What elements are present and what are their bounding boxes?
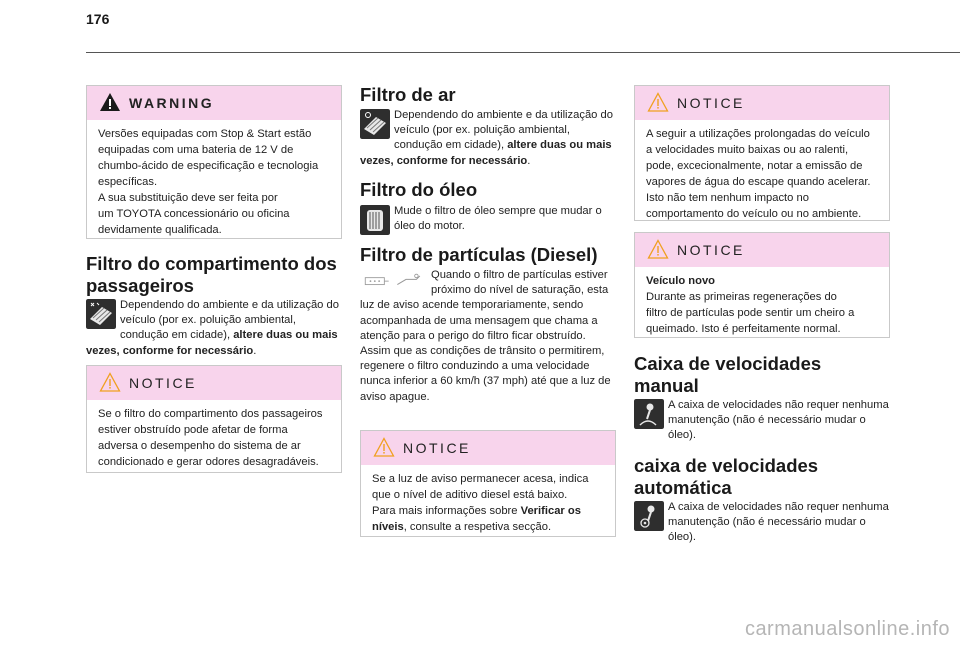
warning-line: Versões equipadas com Stop & Start estão: [98, 128, 312, 140]
notice-box-cabin: [86, 365, 342, 473]
notice-line: Se a luz de aviso permanecer acesa, indica que o nível de aditivo diesel está baixo.: [372, 473, 589, 501]
watermark: carmanualsonline.info: [744, 618, 950, 640]
air-filter-title: Filtro de ar: [360, 84, 456, 105]
cabin-filter-title: Filtro do compartimento dos passageiros: [86, 253, 337, 296]
oil-filter-title: Filtro do óleo: [360, 179, 478, 200]
notice-line: comportamento do veículo ou no ambiente.: [646, 208, 862, 220]
page-number: 176: [86, 11, 110, 27]
dpf-text: Quando o filtro de partículas estiver próximo do nível de saturação, esta luz de aviso acende temporariamente, sendo acompanhada de uma mensagem que chama a atenção para o perigo do filtro ficar obstruído. Assim que as condições de trânsito o permitirem, regenere o filtro conduzindo a uma velocidade nunca inferior a 60 km/h (37 mph) até que a luz de aviso apague.: [360, 269, 611, 403]
notice-box-vapour: [634, 85, 890, 221]
notice-line: pode, excecionalmente, notar a emissão de: [646, 160, 863, 172]
automatic-gear-icon: [634, 501, 664, 531]
notice-box-dpf: [360, 430, 616, 537]
notice-triangle-icon: [373, 437, 395, 457]
air-filter-text: Dependendo do ambiente e da utilização do veículo (por ex. poluição ambiental, condução em cidade), altere duas ou mais vezes, conforme for necessário.: [360, 109, 613, 167]
notice-body: [361, 465, 615, 543]
notice-line: estiver obstruído pode afetar de forma: [98, 424, 288, 436]
cabin-filter-icon: [86, 299, 116, 329]
dpf-warning-icons: [360, 269, 426, 295]
notice-box-new-vehicle: [634, 232, 890, 338]
dpf-title: Filtro de partículas (Diesel): [360, 244, 598, 265]
warning-line: A sua substituição deve ser feita por: [98, 192, 278, 204]
oil-filter-icon: [360, 205, 390, 235]
notice-body: [87, 400, 341, 478]
notice-header: [635, 86, 889, 120]
notice-line: queimado. Isto é perfeitamente normal.: [646, 323, 841, 335]
warning-triangle-icon: [99, 92, 121, 112]
warning-label: WARNING: [129, 95, 215, 111]
automatic-gearbox-text: A caixa de velocidades não requer nenhuma manutenção (não é necessário mudar o óleo).: [634, 500, 890, 546]
notice-body: [635, 120, 889, 230]
notice-header: [361, 431, 615, 465]
air-filter-icon: [360, 109, 390, 139]
warning-line: equipadas com uma bateria de 12 V de: [98, 144, 294, 156]
notice-line: Isto não tem nenhum impacto no: [646, 192, 809, 204]
notice-line: a velocidades muito baixas ou ao ralenti,: [646, 144, 849, 156]
notice-line: Para mais informações sobre Verificar os níveis, consulte a respetiva secção.: [372, 505, 581, 533]
notice-heading: Veículo novo: [646, 275, 716, 287]
notice-line: condicionado e gerar odores desagradáveis.: [98, 456, 319, 468]
notice-body: [635, 267, 889, 345]
notice-line: A seguir a utilizações prolongadas do veículo: [646, 128, 870, 140]
notice-label: NOTICE: [403, 440, 471, 456]
automatic-gearbox-title: caixa de velocidades automática: [634, 455, 819, 498]
notice-line: adversa o desempenho do sistema de ar: [98, 440, 301, 452]
warning-body: [87, 120, 341, 246]
notice-triangle-icon: [647, 92, 669, 112]
top-rule: [86, 52, 960, 53]
cabin-filter-text: Dependendo do ambiente e da utilização do veículo (por ex. poluição ambiental, condução em cidade), altere duas ou mais vezes, conforme for necessário.: [86, 299, 339, 357]
warning-line: devidamente qualificada.: [98, 224, 222, 236]
warning-line: chumbo-ácido de especificação e tecnologia: [98, 160, 319, 172]
manual-gearbox-title: Caixa de velocidades manual: [634, 353, 822, 396]
notice-label: NOTICE: [677, 95, 745, 111]
warning-header: [87, 86, 341, 120]
notice-header: [635, 233, 889, 267]
warning-box: [86, 85, 342, 239]
oil-filter-text: Mude o filtro de óleo sempre que mudar o óleo do motor.: [360, 204, 616, 235]
warning-line: específicas.: [98, 176, 158, 188]
notice-triangle-icon: [647, 239, 669, 259]
warning-line: um TOYOTA concessionário ou oficina: [98, 208, 290, 220]
notice-line: Se o filtro do compartimento dos passageiros: [98, 408, 323, 420]
notice-line: vapores de água do escape quando acelerar.: [646, 176, 871, 188]
notice-header: [87, 366, 341, 400]
notice-triangle-icon: [99, 372, 121, 392]
manual-gearbox-text: A caixa de velocidades não requer nenhuma manutenção (não é necessário mudar o óleo).: [634, 398, 890, 444]
notice-label: NOTICE: [677, 242, 745, 258]
notice-line: filtro de partículas pode sentir um cheiro a: [646, 307, 855, 319]
notice-label: NOTICE: [129, 375, 197, 391]
notice-line: Durante as primeiras regenerações do: [646, 291, 837, 303]
gear-lever-icon: [634, 399, 664, 429]
